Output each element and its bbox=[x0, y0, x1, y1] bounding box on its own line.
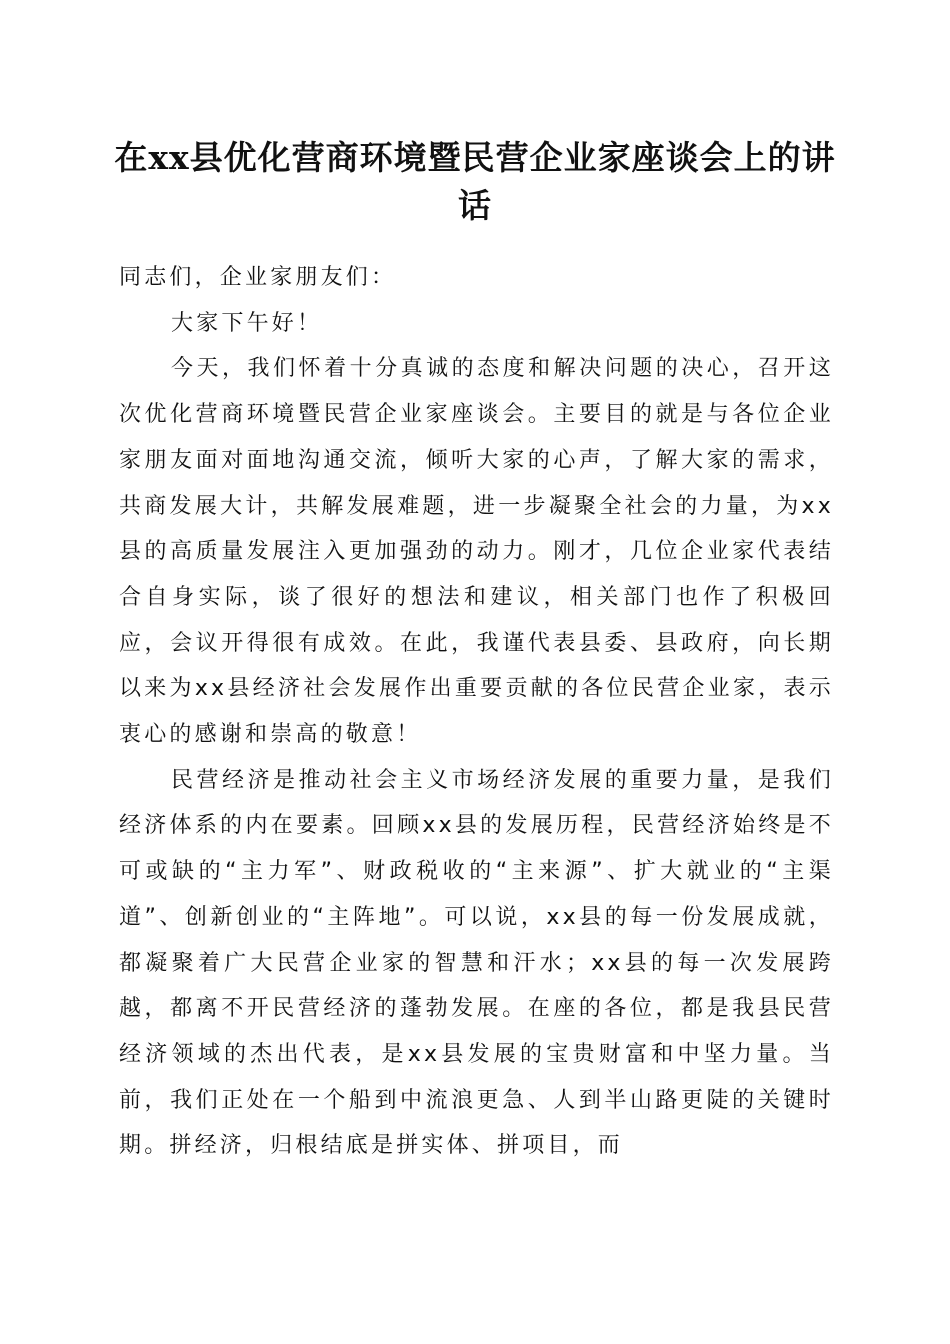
greeting: 大家下午好！ bbox=[171, 310, 323, 336]
document-title: 在xx县优化营商环境暨民营企业家座谈会上的讲话 bbox=[114, 138, 836, 225]
paragraph-1: 今天，我们怀着十分真诚的态度和解决问题的决心，召开这次优化营商环境暨民营企业家座谈会。主要目的就是与各位企业家朋友面对面地沟通交流，倾听大家的心声，了解大家的需求，共商发展大计，共解发展难题，进一步凝聚全社会的力量，为xx县的高质量发展注入更加强劲的动力。刚才，几位企业家代表结合自身实际，谈了很好的想法和建议，相关部门也作了积极回应，会议开得很有成效。在此，我谨代表县委、县政府，向长期以来为xx县经济社会发展作出重要贡献的各位民营企业家，表示衷心的感谢和崇高的敬意！ bbox=[119, 356, 834, 748]
paragraph-2: 民营经济是推动社会主义市场经济发展的重要力量，是我们经济体系的内在要素。回顾xx县的发展历程，民营经济始终是不可或缺的“主力军”、财政税收的“主来源”、扩大就业的“主渠道”、创新创业的“主阵地”。可以说，xx县的每一份发展成就，都凝聚着广大民营企业家的智慧和汗水；xx县的每一次发展跨越，都离不开民营经济的蓬勃发展。在座的各位，都是我县民营经济领域的杰出代表，是xx县发展的宝贵财富和中坚力量。当前，我们正处在一个船到中流浪更急、人到半山路更陡的关键时期。拼经济，归根结底是拼实体、拼项目，而 bbox=[119, 767, 834, 1159]
document-body bbox=[119, 255, 834, 1169]
salutation: 同志们，企业家朋友们： bbox=[119, 265, 397, 290]
